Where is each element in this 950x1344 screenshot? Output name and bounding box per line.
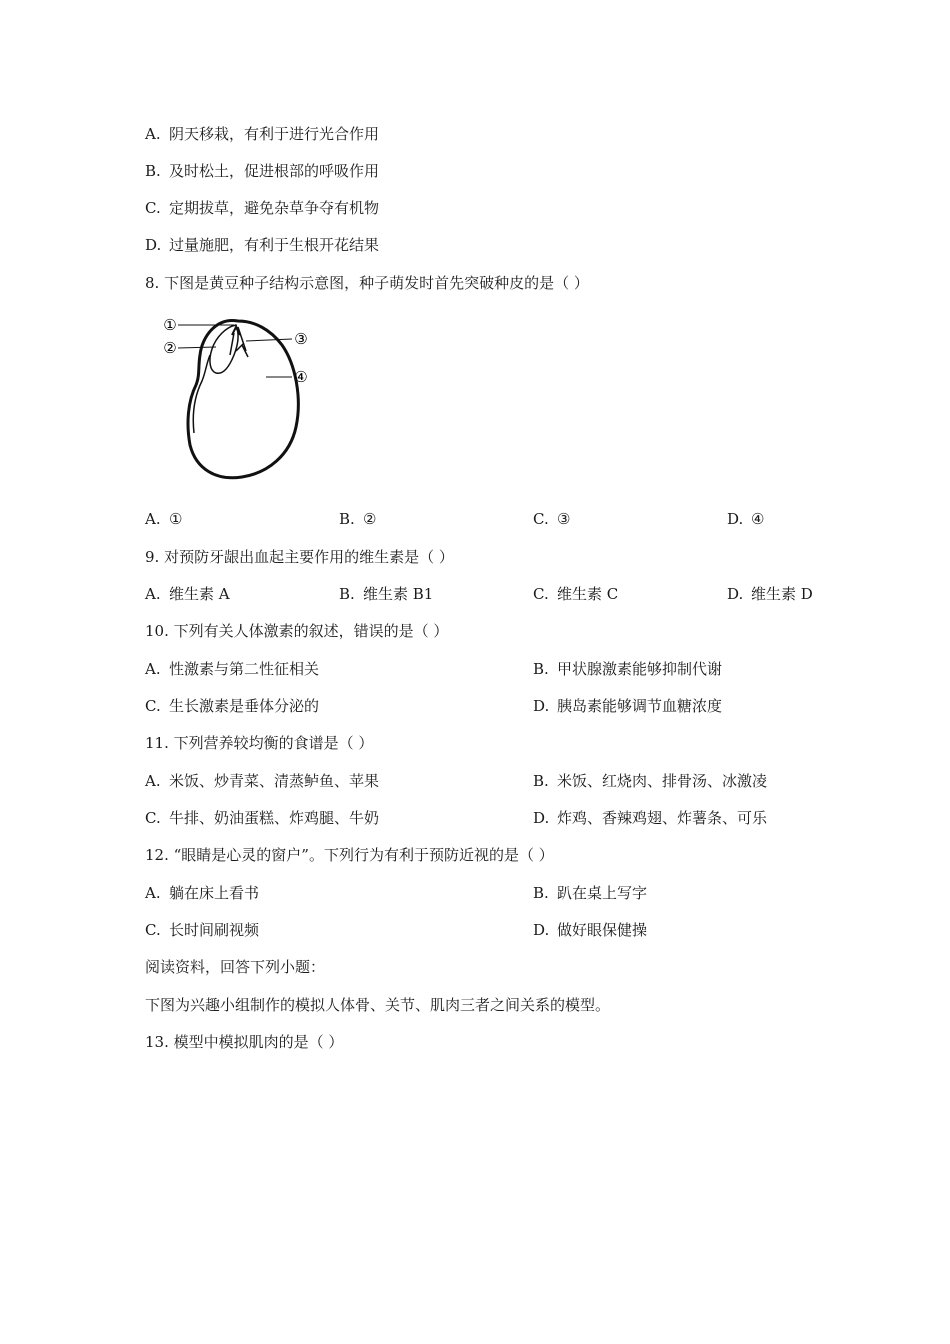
q10-option-d [533,696,722,716]
q9-option-c [533,584,618,604]
option-text: 躺在床上看书 [169,884,260,902]
option-text: 趴在桌上写字 [557,884,648,902]
q9-option-d [727,584,813,604]
q8-option-c [533,509,570,529]
option-text: 阴天移栽，有利于进行光合作用 [169,125,380,143]
option-letter: C. [145,921,161,939]
q13-stem: 13. 模型中模拟肌肉的是（ ） [145,1033,344,1051]
option-letter: B. [533,772,549,790]
figure-label-2: ② [163,339,177,357]
option-letter: A. [145,660,161,678]
option-letter: D. [533,921,550,939]
option-text: 及时松土，促进根部的呼吸作用 [169,162,380,180]
option-letter: C. [533,510,549,528]
option-text: ① [169,510,183,528]
q11-option-a [145,771,379,791]
option-letter: D. [727,585,744,603]
option-letter: C. [145,809,161,827]
option-letter: A. [145,125,161,143]
option-letter: B. [533,884,549,902]
option-text: 维生素 A [169,585,230,603]
q7-option-a [145,124,379,144]
option-text: 维生素 D [751,585,813,603]
soybean-seed-figure [150,305,350,495]
option-text: 过量施肥，有利于生根开花结果 [169,236,380,254]
q9-stem: 9. 对预防牙龈出血起主要作用的维生素是（ ） [145,548,454,566]
label-1 [163,316,176,334]
q7-option-b [145,161,379,181]
q11-stem: 11. 下列营养较均衡的食谱是（ ） [145,734,374,752]
figure-label-3: ③ [294,330,308,348]
label-2 [163,339,176,357]
q12-option-b [533,883,647,903]
option-letter: D. [727,510,744,528]
option-text: 维生素 C [557,585,619,603]
q12-option-d [533,920,647,940]
label-3 [294,330,307,348]
q12-option-a [145,883,259,903]
seed-inner-line [193,355,210,433]
option-text: 定期拔草，避免杂草争夺有机物 [169,199,380,217]
label-4 [294,368,307,386]
option-text: 做好眼保健操 [557,921,648,939]
q10-option-b [533,659,722,679]
q9-option-a [145,584,230,604]
q7-option-d [145,235,379,255]
q9-option-b [339,584,433,604]
option-letter: D. [533,809,550,827]
option-text: 米饭、红烧肉、排骨汤、冰激凌 [557,772,768,790]
q7-option-c [145,198,379,218]
q8-option-a [145,509,182,529]
option-text: 甲状腺激素能够抑制代谢 [557,660,723,678]
option-text: 炸鸡、香辣鸡翅、炸薯条、可乐 [557,809,768,827]
option-text: ④ [751,510,765,528]
q10-stem: 10. 下列有关人体激素的叙述，错误的是（ ） [145,622,449,640]
option-text: 牛排、奶油蛋糕、炸鸡腿、牛奶 [169,809,380,827]
option-text: ② [363,510,377,528]
option-text: 生长激素是垂体分泌的 [169,697,320,715]
option-letter: B. [145,162,161,180]
q12-option-c [145,920,259,940]
option-letter: C. [145,697,161,715]
option-letter: C. [533,585,549,603]
q8-option-d [727,509,764,529]
option-letter: A. [145,585,161,603]
option-text: 长时间刷视频 [169,921,260,939]
option-text: ③ [557,510,571,528]
option-letter: D. [533,697,550,715]
option-text: 性激素与第二性征相关 [169,660,320,678]
option-letter: B. [339,510,355,528]
figure-label-4: ④ [294,368,308,386]
option-letter: A. [145,884,161,902]
option-text: 米饭、炒青菜、清蒸鲈鱼、苹果 [169,772,380,790]
option-letter: B. [339,585,355,603]
q8-stem: 8. 下图是黄豆种子结构示意图，种子萌发时首先突破种皮的是（ ） [145,274,589,292]
option-letter: A. [145,510,161,528]
option-letter: A. [145,772,161,790]
option-letter: B. [533,660,549,678]
q10-option-a [145,659,319,679]
q12-stem: 12. “眼睛是心灵的窗户”。下列行为有利于预防近视的是（ ） [145,846,554,864]
q11-option-b [533,771,767,791]
q11-option-d [533,808,767,828]
option-letter: D. [145,236,162,254]
reading-intro: 阅读资料，回答下列小题： [145,958,326,976]
q11-option-c [145,808,379,828]
q10-option-c [145,696,319,716]
option-text: 维生素 B1 [363,585,434,603]
option-letter: C. [145,199,161,217]
figure-label-1: ① [163,316,177,334]
q8-option-b [339,509,376,529]
reading-material: 下图为兴趣小组制作的模拟人体骨、关节、肌肉三者之间关系的模型。 [145,996,611,1014]
option-text: 胰岛素能够调节血糖浓度 [557,697,723,715]
